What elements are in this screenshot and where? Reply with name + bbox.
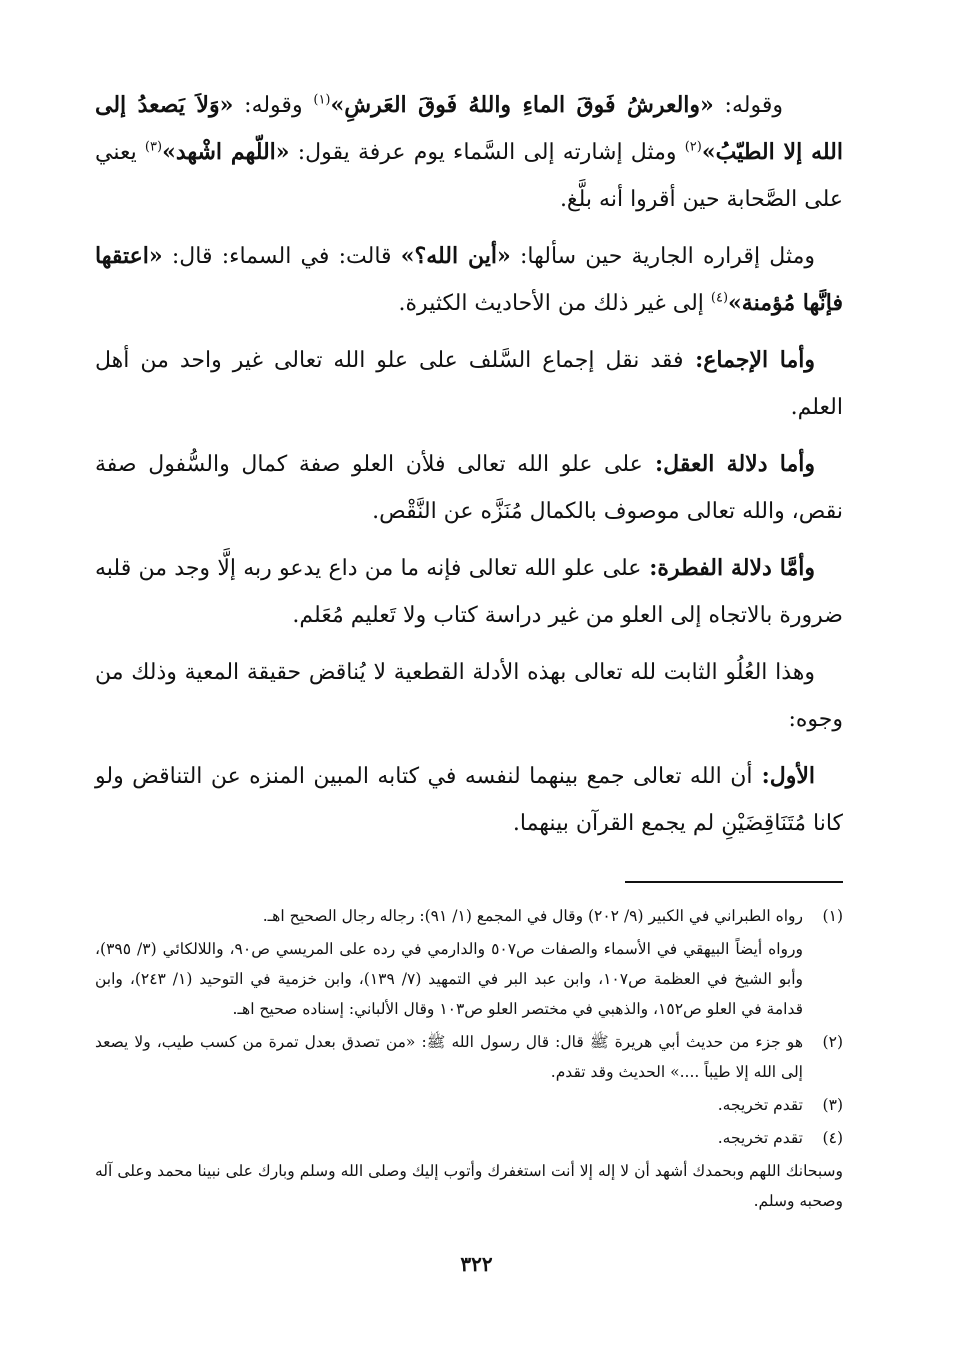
text-run: يعني على الصَّحابة حين أقروا أنه بلَّغ. [95,140,843,212]
closing-supplication: وسبحانك اللهم وبحمدك أشهد أن لا إله إلا أنت استغفرك وأتوب إليك وصلى الله وسلم وبارك على نبينا محمد وعلى آله وصحبه وسلم. [95,1162,843,1210]
text-run: وقوله: [713,93,783,118]
footnote-number: (٤) [822,1129,843,1147]
footnote-ref: (٣) [144,139,163,155]
main-text [95,82,843,847]
text-run: على علو الله تعالى فلأن العلو صفة كمال والسُّفول صفة نقص، والله تعالى موصوف بالكمال مُنَزَّه عن النَّقْص. [95,452,843,524]
footnote-ref: (١) [313,92,331,108]
footnotes [95,901,843,1216]
paragraph-3 [95,337,843,431]
footnote-text: هو جزء من حديث أبي هريرة ﷺ قال: قال رسول الله ﷺ: «من تصدق بعدل تمرة من كسب طيب، ولا يصعد إلى الله إلا طيباً ....» الحديث وقد تقدم. [95,1033,803,1081]
page-number: ٣٢٢ [460,1252,493,1276]
paragraph-7 [95,753,843,847]
section-heading: الأول: [752,763,815,789]
text-run: فقد نقل إجماع السَّلف على علو الله تعالى غير واحد من أهل العلم. [95,348,843,420]
hadith-quote: «وَلاَ يَصعدُ إلى الله إلا الطيّبُ» [95,92,843,165]
footnote-number: (٢) [822,1033,843,1051]
section-heading: وأمَّا دلالة الفطرة: [641,555,815,581]
footnote-1 [95,901,843,931]
footnote-ref: (٢) [684,139,702,155]
text-run: إلى غير ذلك من الأحاديث الكثيرة. [398,291,711,316]
footnote-number: (١) [822,907,843,925]
text-run: وقوله: [233,93,314,118]
footnote-text: تقدم تخريجه. [717,1096,803,1114]
hadith-quote: «اللّهم اشْهد» [162,139,290,165]
paragraph-1 [95,82,843,223]
text-run: أن الله تعالى جمع بينهما لنفسه في كتابه المبين المنزه عن التناقض ولو كانا مُتَنَاقِضَيْنِ لم يجمع القرآن بينهما. [95,764,843,836]
footnote-text: رواه الطبراني في الكبير (٩/ ٢٠٢) وقال في المجمع (١/ ٩١): رجاله رجال الصحيح اهـ. [262,907,803,925]
footnote-text: تقدم تخريجه. [717,1129,803,1147]
paragraph-5 [95,545,843,639]
text-run: ومثل إقراره الجارية حين سألها: [510,244,815,269]
paragraph-2 [95,233,843,327]
footnote-1-continuation: ورواه أيضاً البيهقي في الأسماء والصفات ص٥٠٧ والدارمي في رده على المريسي ص٩٠، واللالكائي (٣/ ٣٩٥)، وأبو الشيخ في العظمة ص١٠٧، وابن عبد البر في التمهيد (٧/ ١٣٩)، وابن خزمية في التوحيد (١/ ٢٤٣)، وابن قدامة في العلو ص١٥٢، والذهبي في مختصر العلو ص١٠٣ وقال الألباني: إسناده صحيح اهـ. [95,940,804,1018]
footnote-divider [625,881,843,883]
section-heading: وأما دلالة العقل: [642,451,815,477]
footnote-4 [95,1123,843,1153]
text-run: وهذا العُلُو الثابت لله تعالى بهذه الأدلة القطعية لا يُناقض حقيقة المعية وذلك من وجوه: [95,660,843,732]
hadith-quote: «اعتقها فإنَّها مُؤمنة» [95,243,843,316]
text-run: على علو الله تعالى فإنه ما من داع يدعو ربه إلَّا وجد من قلبه ضرورة بالاتجاه إلى العلو من غير دراسة كتاب ولا تَعليم مُعَلم. [95,556,843,628]
footnote-3 [95,1090,843,1120]
text-run: قالت: في السماء: قال: [162,244,401,269]
section-heading: وأما الإجماع: [683,347,815,373]
text-run: ومثل إشارته إلى السَّماء يوم عرفة يقول: [289,140,685,165]
paragraph-6 [95,649,843,743]
footnote-number: (٣) [822,1096,843,1114]
hadith-quote: «أين الله؟» [400,243,511,269]
paragraph-4 [95,441,843,535]
footnote-2 [95,1027,843,1087]
footnote-ref: (٤) [710,290,729,306]
hadith-quote: «والعرشُ فَوقَ الماءِ واللهُ فَوقَ العَرشِ» [330,92,714,118]
